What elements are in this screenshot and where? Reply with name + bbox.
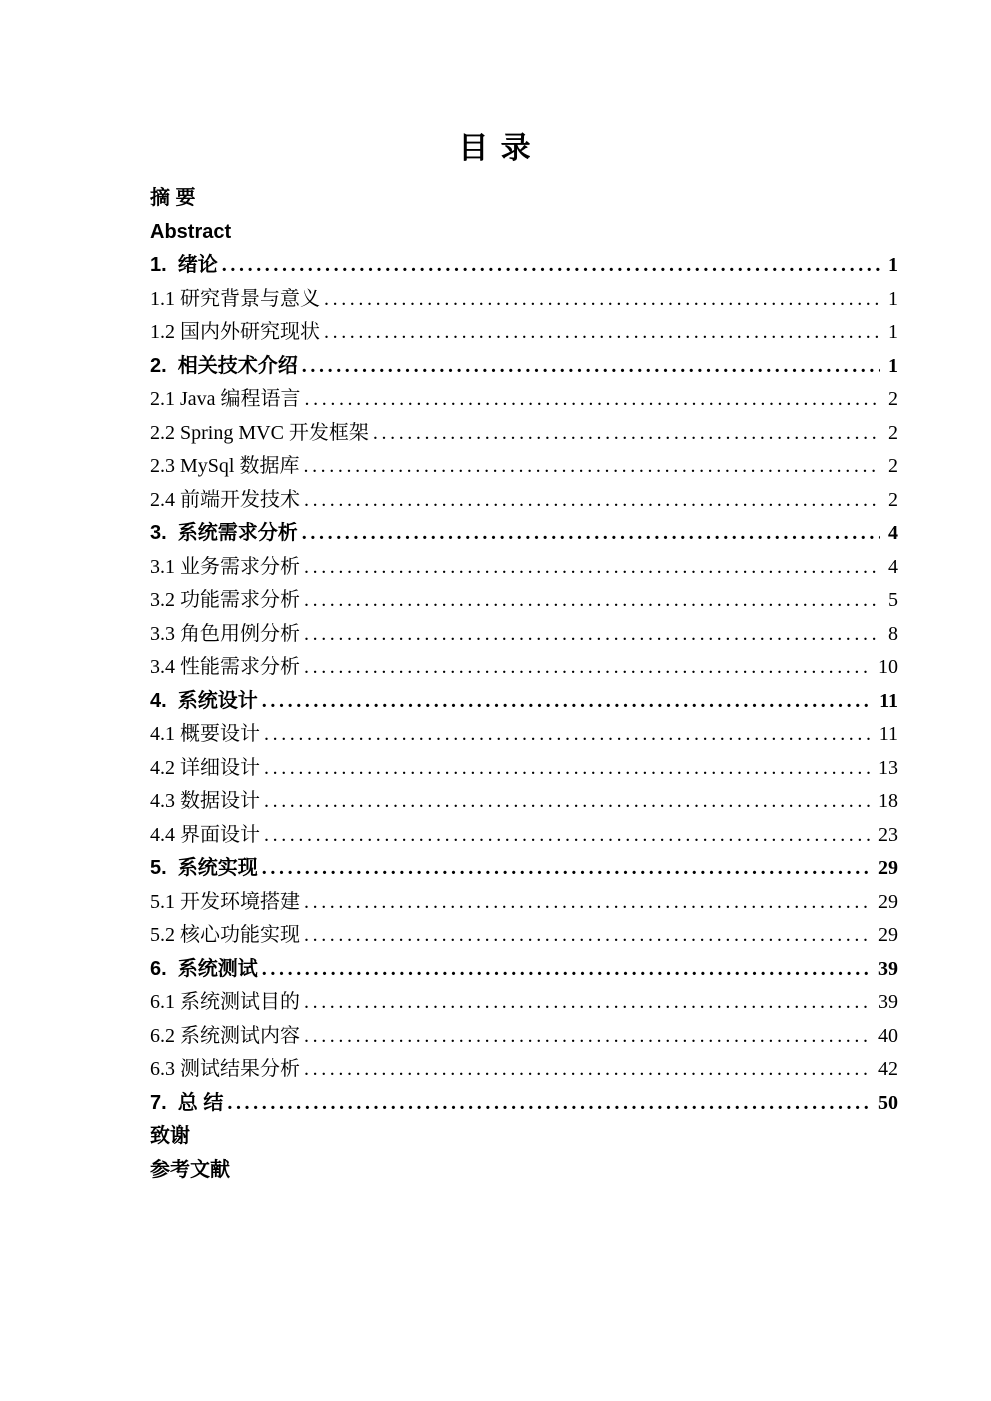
toc-entry-label: 4.3 数据设计 [150, 790, 260, 812]
toc-entry-label: 3.2 功能需求分析 [150, 589, 300, 611]
toc-entry [150, 249, 898, 283]
toc-entry [150, 551, 898, 585]
toc-dot-leader [304, 584, 880, 618]
toc-dot-leader [324, 283, 880, 317]
toc-page-number: 2 [888, 488, 898, 511]
toc-entry [150, 450, 898, 484]
toc-entry-label: 2.3 MySql 数据库 [150, 455, 300, 477]
toc-entry [150, 718, 898, 752]
toc-dot-leader [264, 718, 871, 752]
toc-entry-label: 参考文献 [150, 1158, 230, 1181]
toc-entry-label: 5.2 核心功能实现 [150, 924, 300, 946]
toc-entry-label: 6. 系统测试 [150, 957, 258, 980]
toc-page-number: 39 [878, 957, 898, 980]
toc-entry-label: 2.1 Java 编程语言 [150, 388, 301, 410]
toc-dot-leader [373, 417, 880, 451]
toc-entry [150, 752, 898, 786]
toc-entry [150, 1154, 898, 1188]
toc-entry [150, 618, 898, 652]
toc-page-number: 50 [878, 1091, 898, 1114]
toc-entry [150, 1120, 898, 1154]
toc-entry-label: 2. 相关技术介绍 [150, 354, 298, 377]
toc-page-number: 4 [888, 522, 898, 544]
toc-page-number: 10 [878, 656, 898, 678]
toc-page-number: 18 [878, 790, 898, 812]
toc-entry [150, 484, 898, 518]
toc-entry [150, 919, 898, 953]
toc-page-number: 23 [878, 823, 898, 846]
toc-entry-label: 4.4 界面设计 [150, 823, 260, 846]
toc-dot-leader [302, 517, 880, 551]
toc-page-number: 40 [878, 1024, 898, 1047]
toc-page-number: 1 [888, 354, 898, 377]
toc-page-number: 1 [888, 321, 898, 343]
toc-entry [150, 1020, 898, 1054]
toc-dot-leader [305, 383, 880, 417]
toc-entry [150, 886, 898, 920]
toc-entry [150, 350, 898, 384]
toc-dot-leader [304, 484, 880, 518]
toc-page-number: 29 [878, 857, 898, 879]
toc-page-number: 29 [878, 890, 898, 913]
toc-entry [150, 517, 898, 551]
toc-page-number: 42 [878, 1058, 898, 1080]
toc-dot-leader [304, 651, 870, 685]
toc-page-number: 5 [888, 589, 898, 611]
toc-page-number: 13 [878, 756, 898, 779]
toc-page-number: 11 [878, 723, 898, 745]
toc-list [150, 182, 898, 1187]
toc-entry-label: Abstract [150, 220, 232, 243]
toc-entry-label: 2.2 Spring MVC 开发框架 [150, 421, 369, 444]
toc-page-number: 8 [888, 622, 898, 645]
toc-entry-label: 3.4 性能需求分析 [150, 656, 300, 678]
toc-entry [150, 383, 898, 417]
toc-entry [150, 852, 898, 886]
toc-entry-label: 4. 系统设计 [150, 689, 258, 712]
toc-entry [150, 1087, 898, 1121]
toc-entry-label: 1. 绪论 [150, 254, 218, 276]
toc-dot-leader [304, 618, 880, 652]
toc-entry [150, 283, 898, 317]
toc-page-number: 29 [878, 924, 898, 946]
toc-entry-label: 5. 系统实现 [150, 857, 258, 879]
toc-dot-leader [304, 986, 870, 1020]
toc-entry-label: 5.1 开发环境搭建 [150, 890, 300, 913]
toc-entry [150, 785, 898, 819]
toc-entry [150, 182, 898, 216]
toc-entry [150, 584, 898, 618]
toc-entry-label: 摘 要 [150, 187, 196, 209]
toc-dot-leader [304, 551, 880, 585]
toc-entry-label: 6.2 系统测试内容 [150, 1024, 300, 1047]
toc-page-number: 2 [888, 455, 898, 477]
toc-entry-label: 3.1 业务需求分析 [150, 555, 300, 578]
toc-dot-leader [303, 450, 880, 484]
toc-page-number: 2 [888, 388, 898, 410]
toc-dot-leader [262, 852, 870, 886]
toc-entry [150, 651, 898, 685]
toc-dot-leader [227, 1087, 870, 1121]
toc-entry-label: 7. 总 结 [150, 1091, 224, 1114]
toc-entry [150, 819, 898, 853]
toc-entry [150, 685, 898, 719]
toc-entry-label: 6.3 测试结果分析 [150, 1058, 300, 1080]
toc-entry-label: 6.1 系统测试目的 [150, 991, 300, 1013]
toc-dot-leader [304, 886, 870, 920]
page-title: 目 录 [458, 132, 533, 165]
toc-entry-label: 1.2 国内外研究现状 [150, 321, 320, 343]
toc-entry [150, 216, 898, 250]
toc-entry [150, 1053, 898, 1087]
toc-entry [150, 953, 898, 987]
toc-dot-leader [324, 316, 880, 350]
toc-page-number: 4 [888, 555, 898, 578]
toc-entry-label: 4.1 概要设计 [150, 723, 260, 745]
toc-entry-label: 2.4 前端开发技术 [150, 488, 300, 511]
toc-entry [150, 417, 898, 451]
toc-dot-leader [264, 819, 870, 853]
toc-entry-label: 致谢 [150, 1125, 190, 1147]
toc-dot-leader [304, 919, 870, 953]
toc-entry-label: 3. 系统需求分析 [150, 522, 298, 544]
toc-page-number: 11 [879, 689, 898, 712]
toc-entry-label: 4.2 详细设计 [150, 756, 260, 779]
toc-entry-label: 1.1 研究背景与意义 [150, 287, 320, 310]
toc-dot-leader [304, 1053, 870, 1087]
toc-entry-label: 3.3 角色用例分析 [150, 622, 300, 645]
toc-dot-leader [262, 953, 870, 987]
toc-dot-leader [222, 249, 880, 283]
toc-dot-leader [302, 350, 880, 384]
toc-dot-leader [262, 685, 871, 719]
toc-page-number: 39 [878, 991, 898, 1013]
toc-entry [150, 986, 898, 1020]
toc-dot-leader [264, 785, 870, 819]
toc-dot-leader [264, 752, 870, 786]
toc-page-number: 2 [888, 421, 898, 444]
toc-entry [150, 316, 898, 350]
toc-page-number: 1 [888, 287, 898, 310]
toc-page-number: 1 [888, 254, 898, 276]
toc-dot-leader [304, 1020, 870, 1054]
